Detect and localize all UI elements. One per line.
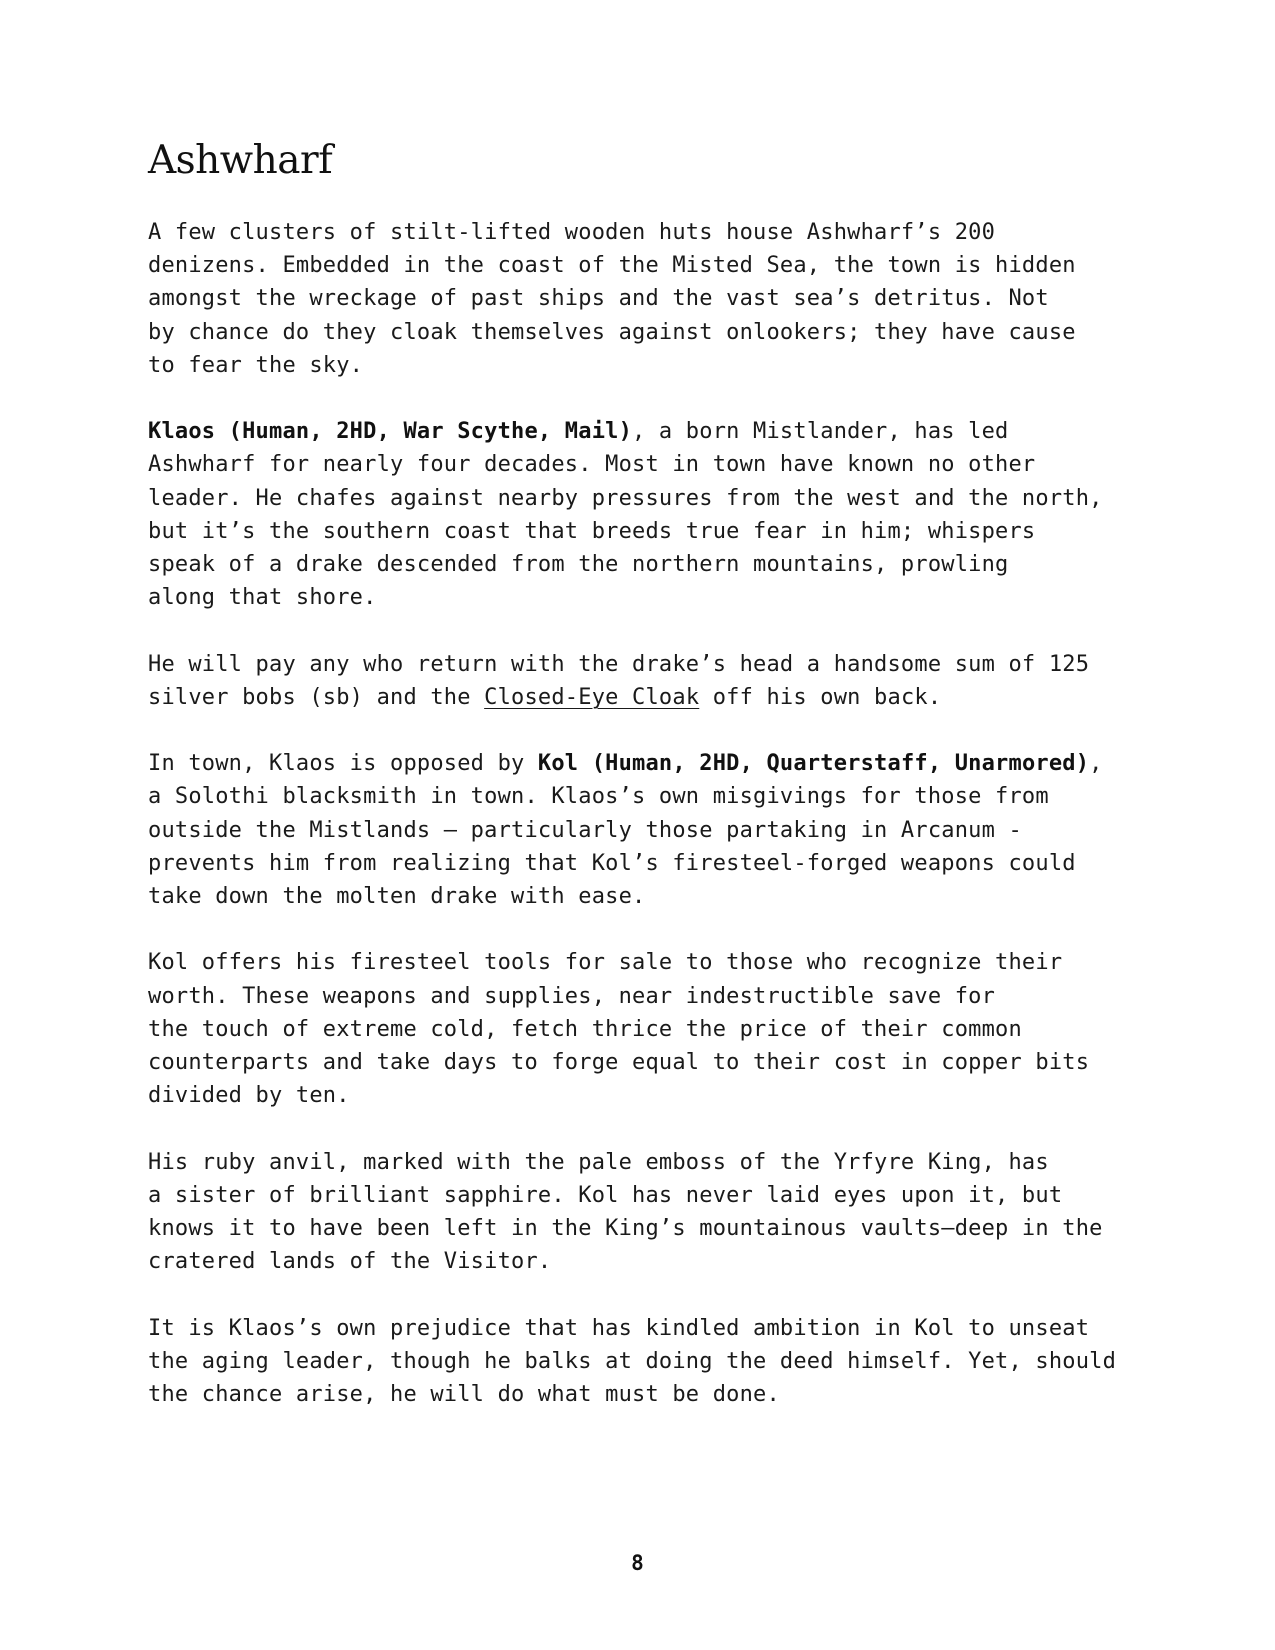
text-line: the touch of extreme cold, fetch thrice the price of their common (148, 1016, 1022, 1042)
page-title: Ashwharf (148, 138, 333, 183)
text-line: to fear the sky. (148, 352, 364, 378)
text-line: the aging leader, though he balks at doing the deed himself. Yet, should (148, 1348, 1117, 1374)
text-line: He will pay any who return with the drake’s head a handsome sum of 125 (148, 651, 1090, 677)
text-line: denizens. Embedded in the coast of the Misted Sea, the town is hidden (148, 253, 1076, 279)
paragraph-kol (148, 747, 1188, 913)
paragraph-firesteel (148, 946, 1188, 1112)
closed-eye-cloak-link[interactable]: Closed-Eye Cloak (484, 684, 700, 710)
text-line: take down the molten drake with ease. (148, 884, 646, 910)
text-line (148, 415, 1188, 448)
body-text (148, 216, 1188, 1444)
paragraph-anvil (148, 1146, 1188, 1279)
text-line: divided by ten. (148, 1083, 350, 1109)
text-line: leader. He chafes against nearby pressures from the west and the north, (148, 485, 1103, 511)
text-fragment: In town, Klaos is opposed by (148, 751, 538, 777)
text-line: the chance arise, he will do what must be done. (148, 1382, 780, 1408)
text-line: knows it to have been left in the King’s mountainous vaults—deep in the (148, 1216, 1103, 1242)
text-line: a Solothi blacksmith in town. Klaos’s own misgivings for those from (148, 784, 1049, 810)
text-line: but it’s the southern coast that breeds true fear in him; whispers (148, 518, 1036, 544)
paragraph-reward (148, 648, 1188, 714)
paragraph-klaos (148, 415, 1188, 614)
text-line: along that shore. (148, 585, 377, 611)
paragraph-ambition (148, 1312, 1188, 1412)
npc-stat-klaos: Klaos (Human, 2HD, War Scythe, Mail) (148, 419, 633, 445)
text-fragment: , (1089, 751, 1103, 777)
text-line: counterparts and take days to forge equal to their cost in copper bits (148, 1050, 1090, 1076)
text-line: speak of a drake descended from the northern mountains, prowling (148, 552, 1009, 578)
text-line (148, 747, 1188, 780)
text-line: cratered lands of the Visitor. (148, 1249, 552, 1275)
text-line: Ashwharf for nearly four decades. Most in town have known no other (148, 452, 1036, 478)
paragraph-intro (148, 216, 1188, 382)
text-line (148, 681, 1188, 714)
text-fragment: off his own back. (699, 684, 942, 710)
text-line: outside the Mistlands — particularly those partaking in Arcanum - (148, 817, 1022, 843)
text-line: His ruby anvil, marked with the pale emboss of the Yrfyre King, has (148, 1149, 1049, 1175)
text-line: amongst the wreckage of past ships and the vast sea’s detritus. Not (148, 286, 1049, 312)
npc-stat-kol: Kol (Human, 2HD, Quarterstaff, Unarmored) (537, 751, 1090, 777)
text-line: by chance do they cloak themselves against onlookers; they have cause (148, 319, 1076, 345)
text-line: A few clusters of stilt-lifted wooden huts house Ashwharf’s 200 (148, 220, 996, 245)
text-line: It is Klaos’s own prejudice that has kindled ambition in Kol to unseat (148, 1315, 1090, 1341)
text-line: worth. These weapons and supplies, near indestructible save for (148, 983, 996, 1009)
text-fragment: silver bobs (sb) and the (148, 684, 485, 710)
text-line: Kol offers his firesteel tools for sale to those who recognize their (148, 950, 1063, 976)
text-line: a sister of brilliant sapphire. Kol has never laid eyes upon it, but (148, 1182, 1063, 1208)
text-fragment: , a born Mistlander, has led (632, 419, 1009, 445)
page-number: 8 (631, 1551, 644, 1575)
text-line: prevents him from realizing that Kol’s firesteel-forged weapons could (148, 850, 1076, 876)
